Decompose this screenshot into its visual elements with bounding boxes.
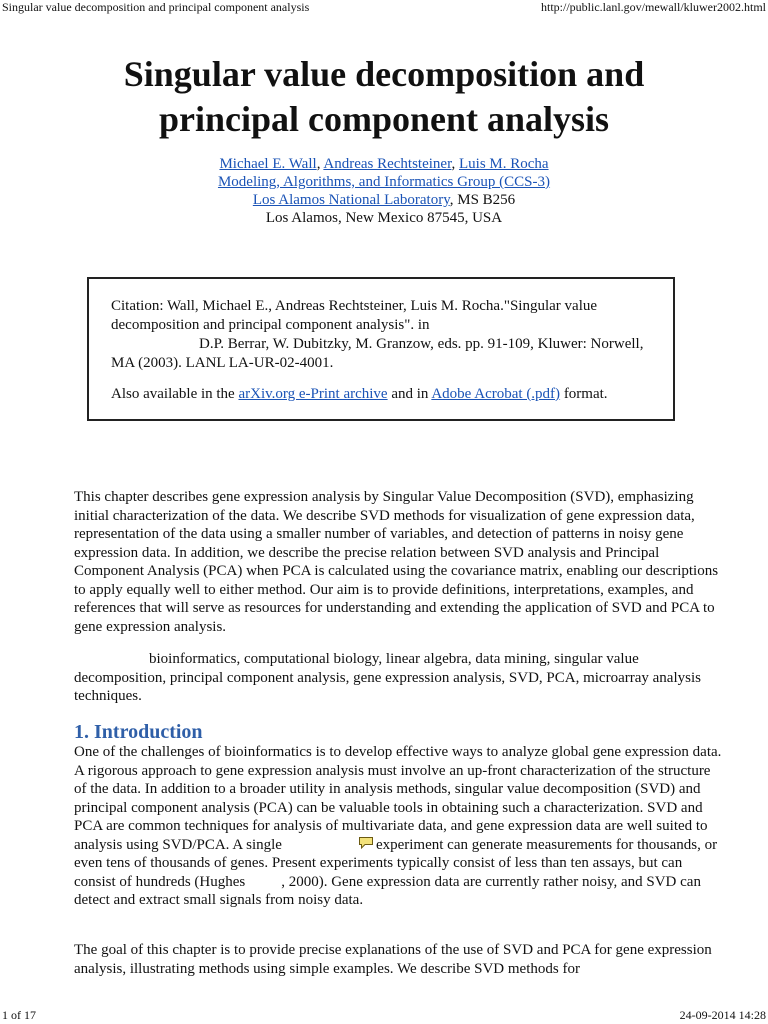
author-link-rechtsteiner[interactable]: Andreas Rechtsteiner <box>323 156 452 172</box>
intro-part-2: experiment can generate measurements for thousands, or even tens of thousands of genes. Present experiments typically consist of less than ten assays, but can consist of hundreds (Hughes <box>74 836 718 890</box>
availability-line <box>111 385 651 404</box>
keywords-paragraph <box>74 650 724 706</box>
title-line-1: Singular value decomposition and <box>123 54 645 94</box>
url-header: http://public.lanl.gov/mewall/kluwer2002.html <box>541 0 766 14</box>
avail-mid: and in <box>387 386 432 402</box>
avail-suffix: format. <box>560 386 608 402</box>
author-block <box>0 155 768 227</box>
avail-prefix: Also available in the <box>111 386 239 402</box>
citation-line-3: D.P. Berrar, W. Dubitzky, M. Granzow, eds. pp. 91-109, Kluwer: Norwell, <box>199 336 644 352</box>
title-line-2: principal component analysis <box>158 99 610 139</box>
lab-link[interactable]: Los Alamos National Laboratory <box>252 192 450 208</box>
arxiv-link[interactable]: arXiv.org e-Print archive <box>238 386 388 402</box>
intro-part-3: , 2000). Gene expression data are currently rather noisy, and SVD can detect and extract small signals from noisy data. <box>74 873 701 909</box>
page-title <box>0 52 768 142</box>
group-link[interactable]: Modeling, Algorithms, and Informatics Group (CCS-3) <box>217 174 551 190</box>
author-sep-1: , <box>316 156 324 172</box>
intro-part-1: One of the challenges of bioinformatics is to develop effective ways to analyze global gene expression data. A rigorous approach to gene expression analysis must involve an up-front characterization of the structure of the data. In addition to a broader utility in analysis methods, singular value decomposition (SVD) and principal component analysis (PCA) can be valuable tools in obtaining such a characterization. SVD and PCA are common techniques for analysis of multivariate data, and gene expression data are well suited to analysis using SVD/PCA. A single <box>74 744 722 853</box>
citation-line-2: decomposition and principal component analysis". in <box>111 317 430 333</box>
goal-text: The goal of this chapter is to provide precise explanations of the use of SVD and PCA for gene expression analysis, illustrating methods using simple examples. We describe SVD methods for <box>74 942 712 977</box>
author-link-wall[interactable]: Michael E. Wall <box>219 156 317 172</box>
author-sep-2: , <box>451 156 459 172</box>
mailstop: , MS B256 <box>449 192 516 208</box>
citation-box <box>87 277 675 421</box>
goal-paragraph <box>74 941 724 978</box>
abstract-text: This chapter describes gene expression analysis by Singular Value Decomposition (SVD), emphasizing initial characterization of the data. We describe SVD methods for visualization of gene expression data, representation of the data using a smaller number of variables, and detection of patterns in noisy gene expression data. In addition, we describe the precise relation between SVD analysis and Principal Component Analysis (PCA) when PCA is calculated using the covariance matrix, enabling our descriptions to apply equally well to either method. Our aim is to provide definitions, interpretations, examples, and references that will serve as resources for understanding and extending the application of SVD and PCA to gene expression analysis. <box>74 489 719 635</box>
introduction-paragraph <box>74 743 724 910</box>
print-datetime: 24-09-2014 14:28 <box>679 1008 766 1022</box>
citation-line-1: Citation: Wall, Michael E., Andreas Rechtsteiner, Luis M. Rocha."Singular value <box>111 298 598 314</box>
pdf-link[interactable]: Adobe Acrobat (.pdf) <box>431 386 561 402</box>
citation-line-4: MA (2003). LANL LA-UR-02-4001. <box>111 355 334 371</box>
keywords-text: bioinformatics, computational biology, linear algebra, data mining, singular value decomposition, principal component analysis, gene expression analysis, SVD, PCA, microarray analysis techniques. <box>74 651 701 704</box>
page-title-header: Singular value decomposition and principal component analysis <box>2 0 310 14</box>
page-count: 1 of 17 <box>2 1008 36 1022</box>
address: Los Alamos, New Mexico 87545, USA <box>265 210 503 226</box>
section-heading-introduction: 1. Introduction <box>74 721 203 743</box>
abstract-paragraph <box>74 488 724 636</box>
author-link-rocha[interactable]: Luis M. Rocha <box>458 156 549 172</box>
note-icon[interactable] <box>358 836 374 855</box>
citation-text <box>111 297 651 373</box>
